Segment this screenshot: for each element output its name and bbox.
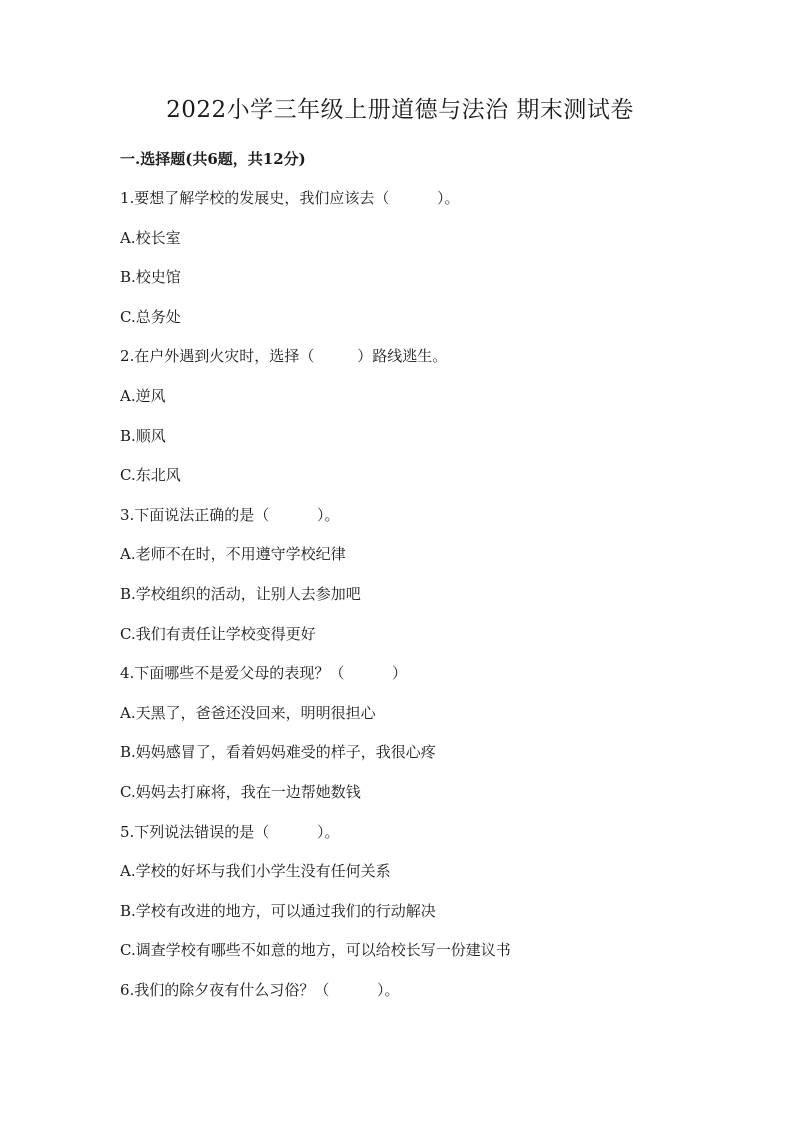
- question-4-option-c: C.妈妈去打麻将，我在一边帮她数钱: [120, 783, 361, 801]
- question-4-option-a: A.天黑了，爸爸还没回来，明明很担心: [120, 704, 376, 722]
- question-5-option-a: A.学校的好坏与我们小学生没有任何关系: [120, 862, 391, 880]
- question-5-stem: 5.下列说法错误的是（ ）。: [120, 823, 340, 841]
- question-2-option-b: B.顺风: [120, 427, 166, 445]
- question-2-option-a: A.逆风: [120, 387, 166, 405]
- question-3-option-c: C.我们有责任让学校变得更好: [120, 625, 316, 643]
- question-6-stem: 6.我们的除夕夜有什么习俗？（ ）。: [120, 981, 400, 999]
- section-heading: 一.选择题(共6题，共12分): [120, 150, 306, 168]
- question-5-option-c: C.调查学校有哪些不如意的地方，可以给校长写一份建议书: [120, 941, 511, 959]
- question-1-option-a: A.校长室: [120, 229, 181, 247]
- question-3-stem: 3.下面说法正确的是（ ）。: [120, 506, 340, 524]
- question-1-option-b: B.校史馆: [120, 268, 181, 286]
- question-1-stem: 1.要想了解学校的发展史，我们应该去（ ）。: [120, 189, 460, 207]
- question-3-option-b: B.学校组织的活动，让别人去参加吧: [120, 585, 361, 603]
- question-4-option-b: B.妈妈感冒了，看着妈妈难受的样子，我很心疼: [120, 743, 436, 761]
- question-2-stem: 2.在户外遇到火灾时，选择（ ）路线逃生。: [120, 347, 448, 365]
- question-2-option-c: C.东北风: [120, 466, 181, 484]
- page-title: 2022小学三年级上册道德与法治 期末测试卷: [166, 97, 634, 123]
- question-5-option-b: B.学校有改进的地方，可以通过我们的行动解决: [120, 902, 436, 920]
- question-4-stem: 4.下面哪些不是爱父母的表现？（ ）: [120, 664, 407, 682]
- question-3-option-a: A.老师不在时，不用遵守学校纪律: [120, 545, 346, 563]
- question-1-option-c: C.总务处: [120, 308, 181, 326]
